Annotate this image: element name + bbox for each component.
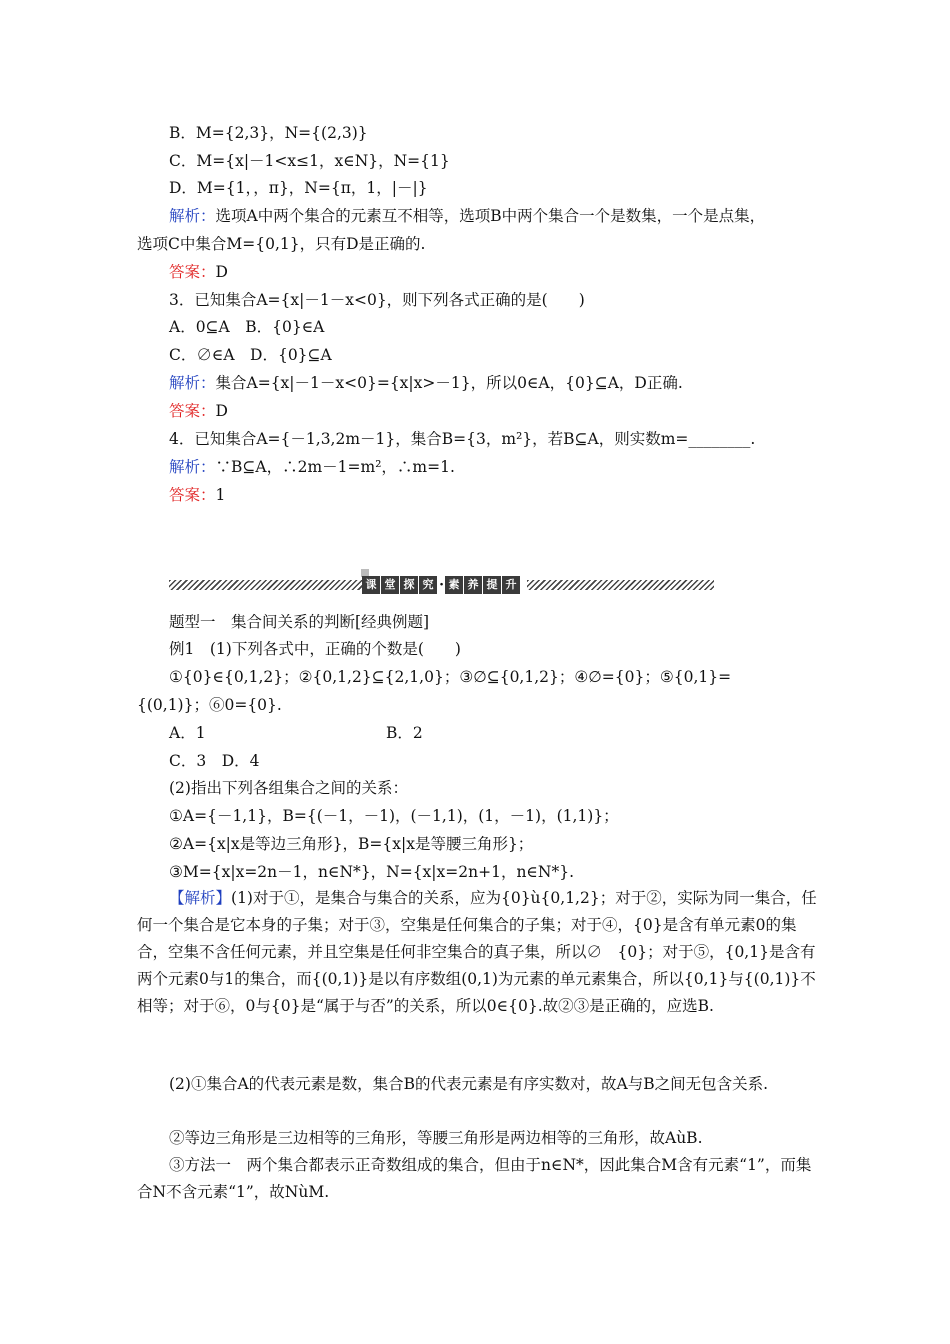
hatch-divider-left (169, 580, 362, 590)
option-d: D．M={1，，π}，N={π，1，|－|} (169, 179, 428, 197)
banner-char: 升 (502, 576, 520, 594)
banner-char: 课 (362, 576, 380, 594)
q3-stem: 3．已知集合A={x|－1－x<0}，则下列各式正确的是( ) (169, 291, 585, 309)
part2-item-2: ②A={x|x是等边三角形}，B={x|x是等腰三角形}； (169, 835, 534, 853)
example1-option-a: A．1 (169, 724, 206, 742)
analysis-paragraph-4: ③方法一 两个集合都表示正奇数组成的集合，但由于n∈N*，因此集合M含有元素“1”，而集合N不含元素“1”，故NùM. (137, 1156, 812, 1201)
example1-options-cd: C．3 D．4 (169, 752, 260, 770)
analysis-label: 解析： (169, 207, 216, 225)
banner-title (362, 575, 521, 595)
example1-stem: 例1 (1)下列各式中，正确的个数是( ) (169, 640, 461, 658)
analysis-text: 选项A中两个集合的元素互不相等，选项B中两个集合一个是数集，一个是点集， (215, 207, 766, 225)
analysis-paragraph-1 (137, 885, 817, 1020)
type1-title: 题型一 集合间关系的判断[经典例题] (169, 613, 430, 631)
option-b: B．M={2,3}，N={(2,3)} (169, 124, 368, 142)
q4-answer (169, 485, 225, 505)
answer-value: 1 (215, 486, 226, 504)
banner-char: 探 (400, 576, 418, 594)
answer-value: D (215, 263, 228, 281)
example1-items-cont: {(0,1)}；⑥0={0}. (137, 696, 282, 714)
analysis-label: 解析： (169, 458, 216, 476)
analysis-text: (1)对于①，是集合与集合的关系，应为{0}ù{0,1,2}；对于②，实际为同一集合，任何一个集合是它本身的子集；对于③，空集是任何集合的子集；对于④，{0}是含有单元素0的集合，空集不含任何元素，并且空集是任何非空集合的真子集，所以∅ {0}；对于⑤，{0,1}是含有两个元素0与1的集合，而{(0,1)}是以有序数组(0,1)为元素的单元素集合，所以{0,1}与{(0,1)}不相等；对于⑥，0与{0}是“属于与否”的关系，所以0∈{0}.故②③是正确的，应选B. (137, 889, 817, 1015)
q4-stem: 4．已知集合A={－1,3,2m－1}，集合B={3，m²}，若B⊆A，则实数m=________. (169, 430, 756, 448)
banner-dot: · (439, 577, 444, 593)
analysis-line (169, 206, 765, 226)
example1-items: ①{0}∈{0,1,2}；②{0,1,2}⊆{2,1,0}；③∅⊆{0,1,2}；④∅={0}；⑤{0,1}= (169, 668, 732, 686)
part2-stem: (2)指出下列各组集合之间的关系： (169, 779, 408, 797)
q4-analysis (169, 457, 455, 477)
part2-item-3: ③M={x|x=2n－1，n∈N*}，N={x|x=2n+1，n∈N*}. (169, 863, 574, 881)
answer-line (169, 262, 228, 282)
banner-char: 养 (464, 576, 482, 594)
banner-char: 堂 (381, 576, 399, 594)
q3-analysis (169, 373, 683, 393)
banner-char: 素 (445, 576, 463, 594)
q3-answer (169, 401, 228, 421)
q3-options-cd: C．∅∈A D．{0}⊆A (169, 346, 332, 364)
analysis-text: 集合A={x|－1－x<0}={x|x>－1}，所以0∈A，{0}⊆A，D正确. (215, 374, 683, 392)
analysis-paragraph-3: ②等边三角形是三边相等的三角形，等腰三角形是两边相等的三角形，故AùB. (169, 1129, 703, 1147)
answer-label: 答案： (169, 402, 216, 420)
answer-label: 答案： (169, 263, 216, 281)
analysis-label: 【解析】 (169, 889, 232, 907)
part2-item-1: ①A={－1,1}，B={(－1，－1)，(－1,1)，(1，－1)，(1,1)}； (169, 807, 619, 825)
banner-char: 究 (419, 576, 437, 594)
example1-option-b: B．2 (386, 724, 423, 742)
answer-label: 答案： (169, 486, 216, 504)
analysis-text: ∵B⊆A，∴2m－1=m²，∴m=1. (215, 458, 455, 476)
analysis-text-cont: 选项C中集合M={0,1}，只有D是正确的. (137, 235, 426, 253)
q3-options-ab: A．0⊆A B．{0}∈A (169, 318, 325, 336)
analysis-paragraph-2: (2)①集合A的代表元素是数，集合B的代表元素是有序实数对，故A与B之间无包含关系. (169, 1075, 769, 1093)
banner-char: 提 (483, 576, 501, 594)
hatch-divider-right (527, 580, 714, 590)
analysis-label: 解析： (169, 374, 216, 392)
section-banner (169, 575, 714, 595)
option-c: C．M={x|－1<x≤1，x∈N}，N={1} (169, 152, 450, 170)
answer-value: D (215, 402, 228, 420)
